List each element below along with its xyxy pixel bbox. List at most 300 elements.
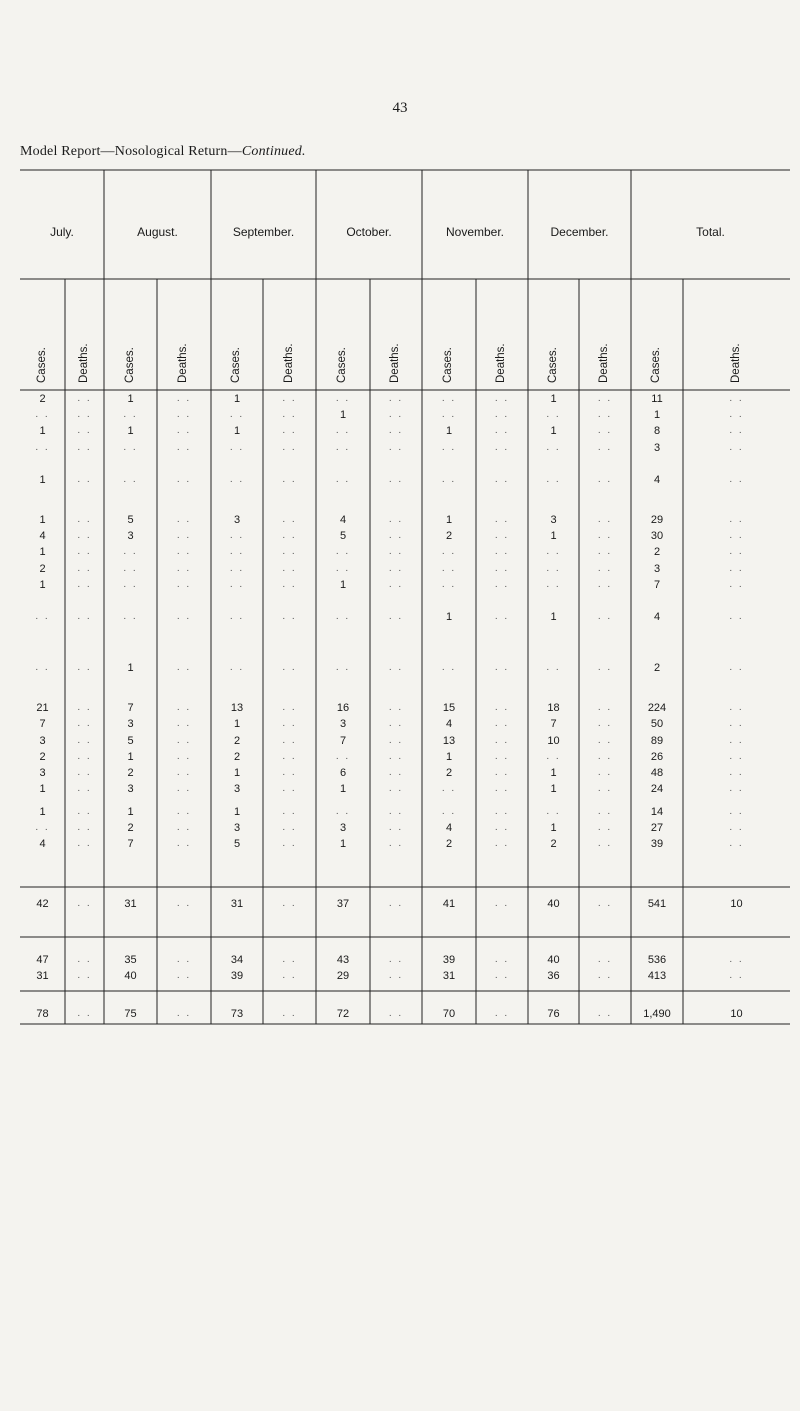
table-cell: 1 <box>550 822 557 835</box>
table-cell: 13 <box>442 734 456 747</box>
empty-cell-dots: . . <box>282 611 297 623</box>
table-cell: 2 <box>550 838 557 851</box>
table-cell: 1 <box>39 783 46 796</box>
table-cell: 11 <box>651 393 663 405</box>
empty-cell-dots: . . <box>35 611 50 623</box>
page-number: 43 <box>392 100 408 116</box>
empty-cell-dots: . . <box>546 441 561 453</box>
empty-cell-dots: . . <box>546 562 561 574</box>
empty-cell-dots: . . <box>282 822 297 834</box>
empty-cell-dots: . . <box>729 474 744 486</box>
empty-cell-dots: . . <box>729 718 744 730</box>
empty-cell-dots: . . <box>229 578 245 590</box>
table-cell: 536 <box>647 953 667 966</box>
cases-header: Cases. <box>442 347 454 383</box>
table-cell: 224 <box>647 702 667 715</box>
table-cell: 1 <box>127 750 134 763</box>
table-cell: 70 <box>442 1008 456 1020</box>
empty-cell-dots: . . <box>77 409 92 421</box>
empty-cell-dots: . . <box>494 822 510 834</box>
deaths-header: Deaths. <box>77 343 90 383</box>
empty-cell-dots: . . <box>597 441 613 453</box>
table-cell: 1 <box>39 474 46 487</box>
month-header: October. <box>346 225 392 239</box>
table-cell: 1 <box>233 766 241 779</box>
table-cell: 3 <box>233 783 241 796</box>
table-cell: 3 <box>653 562 661 575</box>
table-cell: 1 <box>233 718 241 731</box>
table-cell: 27 <box>650 822 664 835</box>
empty-cell-dots: . . <box>282 441 297 453</box>
table-cell: 31 <box>124 897 137 910</box>
empty-cell-dots: . . <box>77 897 92 909</box>
table-cell: 39 <box>230 970 244 983</box>
table-cell: 2 <box>127 822 134 835</box>
table-cell: 1 <box>127 425 134 438</box>
table-cell: 14 <box>650 805 664 818</box>
month-header: November. <box>445 225 505 239</box>
table-cell: 6 <box>339 766 347 779</box>
empty-cell-dots: . . <box>729 822 744 834</box>
empty-cell-dots: . . <box>282 805 297 817</box>
table-cell: 4 <box>339 514 347 527</box>
empty-cell-dots: . . <box>176 766 192 778</box>
empty-cell-dots: . . <box>77 530 92 542</box>
table-cell: 15 <box>442 702 456 715</box>
empty-cell-dots: . . <box>176 1008 192 1019</box>
empty-cell-dots: . . <box>597 766 613 778</box>
empty-cell-dots: . . <box>388 734 404 746</box>
table-cell: 5 <box>127 734 134 747</box>
empty-cell-dots: . . <box>494 718 510 730</box>
empty-cell-dots: . . <box>282 393 297 404</box>
empty-cell-dots: . . <box>77 562 92 574</box>
empty-cell-dots: . . <box>597 970 613 982</box>
table-cell: 2 <box>233 734 241 747</box>
empty-cell-dots: . . <box>729 425 744 437</box>
empty-cell-dots: . . <box>494 611 510 623</box>
table-cell: 4 <box>653 474 661 487</box>
empty-cell-dots: . . <box>729 441 744 453</box>
empty-cell-dots: . . <box>176 838 192 850</box>
table-cell: 2 <box>233 750 241 763</box>
empty-cell-dots: . . <box>494 702 510 714</box>
table-cell: 1 <box>127 662 134 675</box>
table-cell: 26 <box>650 750 664 763</box>
empty-cell-dots: . . <box>729 970 744 982</box>
table-cell: 1 <box>550 530 557 543</box>
empty-cell-dots: . . <box>123 562 138 574</box>
empty-cell-dots: . . <box>597 662 613 674</box>
empty-cell-dots: . . <box>441 441 457 453</box>
empty-cell-dots: . . <box>441 393 457 404</box>
empty-cell-dots: . . <box>335 662 351 674</box>
empty-cell-dots: . . <box>335 393 351 404</box>
empty-cell-dots: . . <box>77 578 92 590</box>
table-cell: 1 <box>339 783 347 796</box>
report-title-main: Model Report—Nosological Return— <box>20 144 242 159</box>
empty-cell-dots: . . <box>494 474 510 486</box>
empty-cell-dots: . . <box>176 822 192 834</box>
table-cell: 1 <box>550 425 557 438</box>
table-cell: 2 <box>39 562 46 575</box>
empty-cell-dots: . . <box>77 783 92 795</box>
table-cell: 5 <box>233 838 241 851</box>
empty-cell-dots: . . <box>729 838 744 850</box>
cases-header: Cases. <box>230 347 242 383</box>
table-cell: 1 <box>127 805 134 818</box>
table-cell: 16 <box>336 702 350 715</box>
table-cell: 36 <box>547 970 560 983</box>
deaths-header: Deaths. <box>282 343 295 383</box>
cases-header: Cases. <box>35 347 48 383</box>
table-cell: 1 <box>233 425 241 438</box>
table-cell: 4 <box>39 530 46 543</box>
empty-cell-dots: . . <box>229 409 245 421</box>
table-cell: 29 <box>650 514 664 527</box>
table-cell: 1 <box>339 838 347 851</box>
table-cell: 73 <box>230 1008 244 1020</box>
table-cell: 1 <box>550 393 557 405</box>
empty-cell-dots: . . <box>282 766 297 778</box>
table-cell: 2 <box>653 662 661 675</box>
table-cell: 4 <box>653 611 661 624</box>
table-cell: 1 <box>445 611 453 624</box>
table-cell: 3 <box>127 783 134 796</box>
empty-cell-dots: . . <box>494 578 510 590</box>
empty-cell-dots: . . <box>597 897 613 909</box>
table-cell: 541 <box>647 897 667 910</box>
empty-cell-dots: . . <box>597 838 613 850</box>
empty-cell-dots: . . <box>388 822 404 834</box>
empty-cell-dots: . . <box>282 1008 297 1019</box>
empty-cell-dots: . . <box>494 514 510 526</box>
empty-cell-dots: . . <box>729 530 744 542</box>
empty-cell-dots: . . <box>176 425 192 437</box>
empty-cell-dots: . . <box>494 425 510 437</box>
empty-cell-dots: . . <box>123 546 138 558</box>
table-cell: 1 <box>127 393 134 405</box>
month-header: August. <box>137 225 178 239</box>
empty-cell-dots: . . <box>388 474 404 486</box>
empty-cell-dots: . . <box>494 953 510 965</box>
empty-cell-dots: . . <box>546 474 561 486</box>
empty-cell-dots: . . <box>494 662 510 674</box>
empty-cell-dots: . . <box>335 474 351 486</box>
empty-cell-dots: . . <box>35 441 50 453</box>
empty-cell-dots: . . <box>546 662 561 674</box>
table-cell: 35 <box>124 953 137 966</box>
empty-cell-dots: . . <box>441 474 457 486</box>
empty-cell-dots: . . <box>282 409 297 421</box>
empty-cell-dots: . . <box>441 662 457 674</box>
empty-cell-dots: . . <box>597 1008 613 1019</box>
empty-cell-dots: . . <box>282 838 297 850</box>
empty-cell-dots: . . <box>597 578 613 590</box>
table-cell: 7 <box>550 718 557 731</box>
empty-cell-dots: . . <box>77 734 92 746</box>
table-cell: 40 <box>547 897 560 910</box>
empty-cell-dots: . . <box>176 783 192 795</box>
empty-cell-dots: . . <box>77 1008 92 1019</box>
table-cell: 48 <box>650 766 664 779</box>
table-cell: 2 <box>445 766 453 779</box>
table-cell: 30 <box>650 530 664 543</box>
empty-cell-dots: . . <box>282 783 297 795</box>
table-cell: 40 <box>547 953 560 966</box>
empty-cell-dots: . . <box>597 425 613 437</box>
empty-cell-dots: . . <box>335 750 351 762</box>
empty-cell-dots: . . <box>335 425 351 437</box>
empty-cell-dots: . . <box>388 805 404 817</box>
empty-cell-dots: . . <box>282 897 297 909</box>
empty-cell-dots: . . <box>441 409 457 421</box>
empty-cell-dots: . . <box>176 953 192 965</box>
empty-cell-dots: . . <box>282 662 297 674</box>
empty-cell-dots: . . <box>282 718 297 730</box>
empty-cell-dots: . . <box>35 822 50 834</box>
empty-cell-dots: . . <box>388 953 404 965</box>
table-cell: 1 <box>339 409 347 422</box>
empty-cell-dots: . . <box>388 970 404 982</box>
empty-cell-dots: . . <box>729 514 744 526</box>
empty-cell-dots: . . <box>388 766 404 778</box>
table-cell: 1 <box>339 578 347 591</box>
table-cell: 1 <box>550 766 557 779</box>
empty-cell-dots: . . <box>335 805 351 817</box>
table-cell: 4 <box>445 822 453 835</box>
table-cell: 1 <box>39 546 46 559</box>
empty-cell-dots: . . <box>77 718 92 730</box>
table-cell: 3 <box>550 514 557 527</box>
empty-cell-dots: . . <box>176 530 192 542</box>
empty-cell-dots: . . <box>77 702 92 714</box>
table-cell: 41 <box>442 897 456 910</box>
empty-cell-dots: . . <box>176 441 192 453</box>
empty-cell-dots: . . <box>597 822 613 834</box>
empty-cell-dots: . . <box>729 953 744 965</box>
empty-cell-dots: . . <box>77 546 92 558</box>
table-cell: 3 <box>39 734 46 747</box>
empty-cell-dots: . . <box>729 409 744 421</box>
empty-cell-dots: . . <box>546 750 561 762</box>
empty-cell-dots: . . <box>176 897 192 909</box>
table-cell: 34 <box>230 953 244 966</box>
empty-cell-dots: . . <box>388 611 404 623</box>
table-cell: 1 <box>39 578 46 591</box>
empty-cell-dots: . . <box>729 750 744 762</box>
empty-cell-dots: . . <box>597 805 613 817</box>
empty-cell-dots: . . <box>729 546 744 558</box>
table-cell: 1 <box>445 425 453 438</box>
empty-cell-dots: . . <box>176 409 192 421</box>
empty-cell-dots: . . <box>35 662 50 674</box>
table-cell: 37 <box>336 897 350 910</box>
empty-cell-dots: . . <box>441 562 457 574</box>
empty-cell-dots: . . <box>229 546 245 558</box>
table-cell: 3 <box>339 718 347 731</box>
empty-cell-dots: . . <box>229 441 245 453</box>
empty-cell-dots: . . <box>77 750 92 762</box>
empty-cell-dots: . . <box>176 578 192 590</box>
table-cell: 7 <box>127 702 134 715</box>
empty-cell-dots: . . <box>441 578 457 590</box>
table-cell: 24 <box>650 783 664 796</box>
empty-cell-dots: . . <box>123 409 138 421</box>
empty-cell-dots: . . <box>335 441 351 453</box>
table-cell: 3 <box>339 822 347 835</box>
empty-cell-dots: . . <box>546 805 561 817</box>
empty-cell-dots: . . <box>77 953 92 965</box>
empty-cell-dots: . . <box>335 611 351 623</box>
table-cell: 13 <box>230 702 244 715</box>
empty-cell-dots: . . <box>77 441 92 453</box>
empty-cell-dots: . . <box>729 611 744 623</box>
month-header: July. <box>50 225 74 239</box>
empty-cell-dots: . . <box>176 662 192 674</box>
table-cell: 7 <box>127 838 134 851</box>
table-cell: 7 <box>39 718 46 731</box>
empty-cell-dots: . . <box>229 530 245 542</box>
empty-cell-dots: . . <box>176 734 192 746</box>
table-cell: 3 <box>233 514 241 527</box>
table-cell: 76 <box>547 1008 560 1020</box>
table-cell: 50 <box>650 718 664 731</box>
empty-cell-dots: . . <box>494 409 510 421</box>
empty-cell-dots: . . <box>494 970 510 982</box>
table-cell: 21 <box>36 702 49 715</box>
table-cell: 3 <box>127 718 134 731</box>
empty-cell-dots: . . <box>597 393 613 404</box>
table-cell: 10 <box>730 1008 743 1020</box>
empty-cell-dots: . . <box>494 562 510 574</box>
cases-header: Cases. <box>546 347 559 383</box>
empty-cell-dots: . . <box>176 514 192 526</box>
empty-cell-dots: . . <box>729 702 744 714</box>
empty-cell-dots: . . <box>494 750 510 762</box>
table-cell: 1 <box>445 750 453 763</box>
month-header: September. <box>232 225 295 239</box>
table-cell: 1,490 <box>643 1008 671 1020</box>
empty-cell-dots: . . <box>282 734 297 746</box>
deaths-header: Deaths. <box>495 343 507 383</box>
empty-cell-dots: . . <box>441 805 457 817</box>
table-cell: 7 <box>339 734 347 747</box>
empty-cell-dots: . . <box>77 838 92 850</box>
empty-cell-dots: . . <box>229 562 245 574</box>
empty-cell-dots: . . <box>388 718 404 730</box>
empty-cell-dots: . . <box>77 393 92 404</box>
empty-cell-dots: . . <box>282 953 297 965</box>
empty-cell-dots: . . <box>388 702 404 714</box>
empty-cell-dots: . . <box>176 611 192 623</box>
empty-cell-dots: . . <box>729 805 744 817</box>
empty-cell-dots: . . <box>282 474 297 486</box>
table-cell: 2 <box>445 530 453 543</box>
table-cell: 5 <box>339 530 347 543</box>
empty-cell-dots: . . <box>282 425 297 437</box>
empty-cell-dots: . . <box>282 514 297 526</box>
empty-cell-dots: . . <box>282 562 297 574</box>
deaths-header: Deaths. <box>177 343 189 383</box>
table-cell: 31 <box>442 970 456 983</box>
empty-cell-dots: . . <box>494 783 510 795</box>
table-cell: 40 <box>124 970 137 983</box>
table-cell: 3 <box>653 441 661 454</box>
empty-cell-dots: . . <box>597 530 613 542</box>
table-cell: 3 <box>233 822 241 835</box>
empty-cell-dots: . . <box>729 783 744 795</box>
empty-cell-dots: . . <box>176 562 192 574</box>
table-cell: 7 <box>653 578 661 591</box>
empty-cell-dots: . . <box>597 750 613 762</box>
table-cell: 1 <box>39 425 46 438</box>
empty-cell-dots: . . <box>77 805 92 817</box>
cases-header: Cases. <box>336 347 348 383</box>
table-cell: 31 <box>230 897 244 910</box>
empty-cell-dots: . . <box>494 530 510 542</box>
table-cell: 39 <box>650 838 664 851</box>
empty-cell-dots: . . <box>123 441 138 453</box>
empty-cell-dots: . . <box>77 474 92 486</box>
table-cell: 5 <box>127 514 134 527</box>
table-cell: 1 <box>233 805 241 818</box>
month-header: December. <box>550 225 609 239</box>
table-cell: 89 <box>650 734 664 747</box>
empty-cell-dots: . . <box>282 750 297 762</box>
table-cell: 4 <box>39 838 46 851</box>
table-cell: 2 <box>39 750 46 763</box>
empty-cell-dots: . . <box>335 562 351 574</box>
cases-header: Cases. <box>650 347 662 383</box>
empty-cell-dots: . . <box>176 546 192 558</box>
empty-cell-dots: . . <box>388 546 404 558</box>
empty-cell-dots: . . <box>597 611 613 623</box>
empty-cell-dots: . . <box>729 393 744 404</box>
table-cell: 4 <box>445 718 453 731</box>
empty-cell-dots: . . <box>597 953 613 965</box>
empty-cell-dots: . . <box>729 562 744 574</box>
table-cell: 1 <box>550 611 557 624</box>
empty-cell-dots: . . <box>388 514 404 526</box>
empty-cell-dots: . . <box>441 546 457 558</box>
table-cell: 39 <box>442 953 456 966</box>
table-cell: 47 <box>36 953 49 966</box>
table-cell: 1 <box>550 783 557 796</box>
empty-cell-dots: . . <box>176 750 192 762</box>
empty-cell-dots: . . <box>494 393 510 404</box>
empty-cell-dots: . . <box>388 441 404 453</box>
empty-cell-dots: . . <box>546 409 561 421</box>
empty-cell-dots: . . <box>494 766 510 778</box>
empty-cell-dots: . . <box>546 546 561 558</box>
empty-cell-dots: . . <box>176 718 192 730</box>
empty-cell-dots: . . <box>388 393 404 404</box>
empty-cell-dots: . . <box>729 662 744 674</box>
empty-cell-dots: . . <box>597 474 613 486</box>
table-cell: 2 <box>39 393 46 405</box>
empty-cell-dots: . . <box>388 750 404 762</box>
empty-cell-dots: . . <box>388 425 404 437</box>
empty-cell-dots: . . <box>597 546 613 558</box>
table-cell: 72 <box>336 1008 350 1020</box>
empty-cell-dots: . . <box>77 425 92 437</box>
empty-cell-dots: . . <box>176 805 192 817</box>
empty-cell-dots: . . <box>77 970 92 982</box>
empty-cell-dots: . . <box>494 441 510 453</box>
empty-cell-dots: . . <box>597 514 613 526</box>
table-cell: 1 <box>653 409 661 422</box>
